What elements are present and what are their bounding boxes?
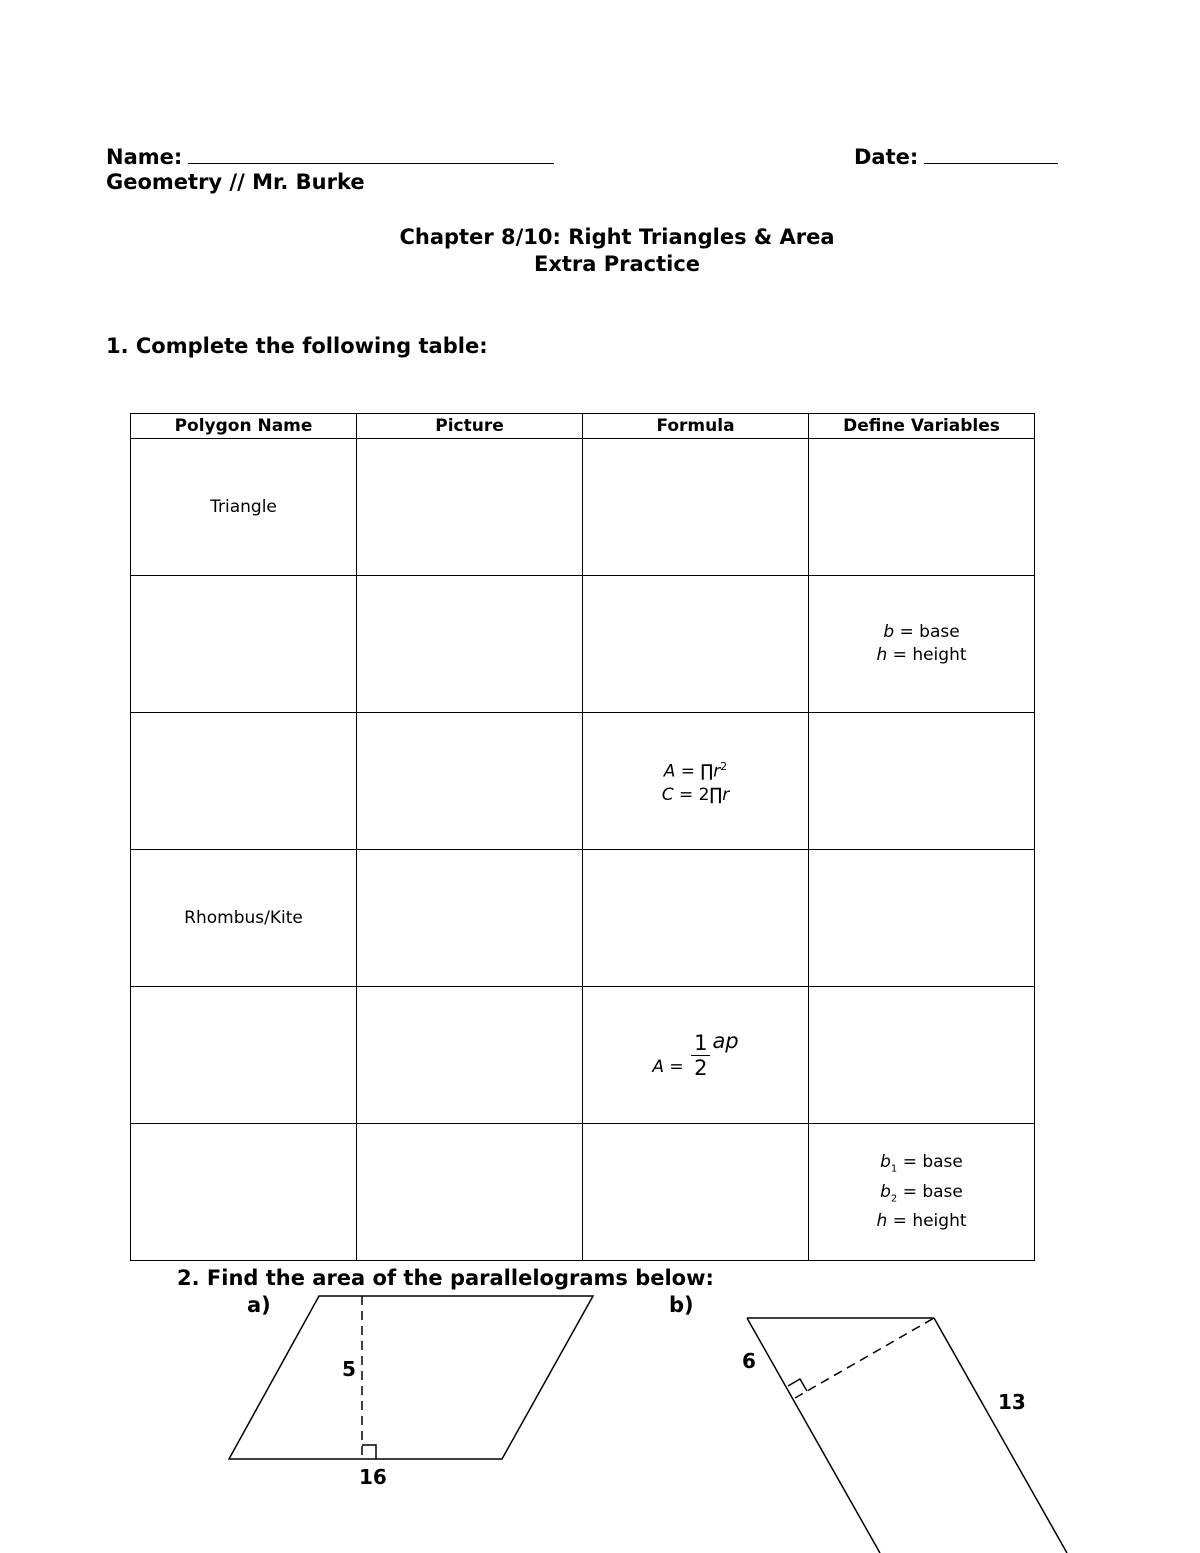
column-header: Polygon Name bbox=[131, 414, 357, 439]
formula-prefix: A = bbox=[652, 1057, 690, 1077]
part-b-label: b) bbox=[669, 1293, 694, 1317]
variable-line: h = height bbox=[876, 1210, 967, 1231]
part-a-label: a) bbox=[247, 1293, 271, 1317]
variable-line: b = base bbox=[883, 622, 960, 642]
right-side-b bbox=[934, 1318, 1067, 1553]
question-2-prompt: 2. Find the area of the parallelograms below: bbox=[177, 1266, 714, 1290]
height-label-a: 5 bbox=[342, 1357, 356, 1381]
fraction: $\frac{1}{2}$ bbox=[691, 1031, 710, 1080]
right-angle-mark-a bbox=[362, 1445, 376, 1459]
name-label: Name: bbox=[106, 145, 183, 169]
height-line-b bbox=[795, 1318, 934, 1398]
parallelogram-a bbox=[229, 1296, 593, 1459]
cell-polygon-name: Triangle bbox=[131, 439, 357, 576]
parallelogram-a-shape bbox=[229, 1296, 593, 1459]
parallelogram-b bbox=[747, 1318, 1067, 1553]
course-line: Geometry // Mr. Burke bbox=[106, 170, 365, 194]
formula-line: $A = \prod r^2$ bbox=[663, 760, 728, 782]
long-side-label-b: 13 bbox=[998, 1390, 1026, 1414]
date-label: Date: bbox=[854, 145, 919, 169]
variable-line: $b_2$ = base bbox=[880, 1181, 963, 1204]
variable-line: h = height bbox=[876, 645, 967, 665]
page-subtitle: Extra Practice bbox=[533, 252, 701, 276]
question-1-prompt: 1. Complete the following table: bbox=[106, 334, 488, 358]
cell-polygon-name: Rhombus/Kite bbox=[131, 850, 357, 987]
formula-tail: ap bbox=[712, 1029, 739, 1053]
formula-line: C = 2∏r bbox=[661, 784, 730, 805]
right-angle-mark-b bbox=[788, 1379, 807, 1391]
column-header: Define Variables bbox=[809, 414, 1035, 439]
base-label-a: 16 bbox=[359, 1465, 387, 1489]
variable-line: $b_1$ = base bbox=[880, 1152, 963, 1175]
column-header: Picture bbox=[357, 414, 583, 439]
short-side-label-b: 6 bbox=[742, 1349, 756, 1373]
left-side-b bbox=[747, 1318, 880, 1553]
column-header: Formula bbox=[583, 414, 809, 439]
page-title: Chapter 8/10: Right Triangles & Area bbox=[399, 225, 835, 249]
